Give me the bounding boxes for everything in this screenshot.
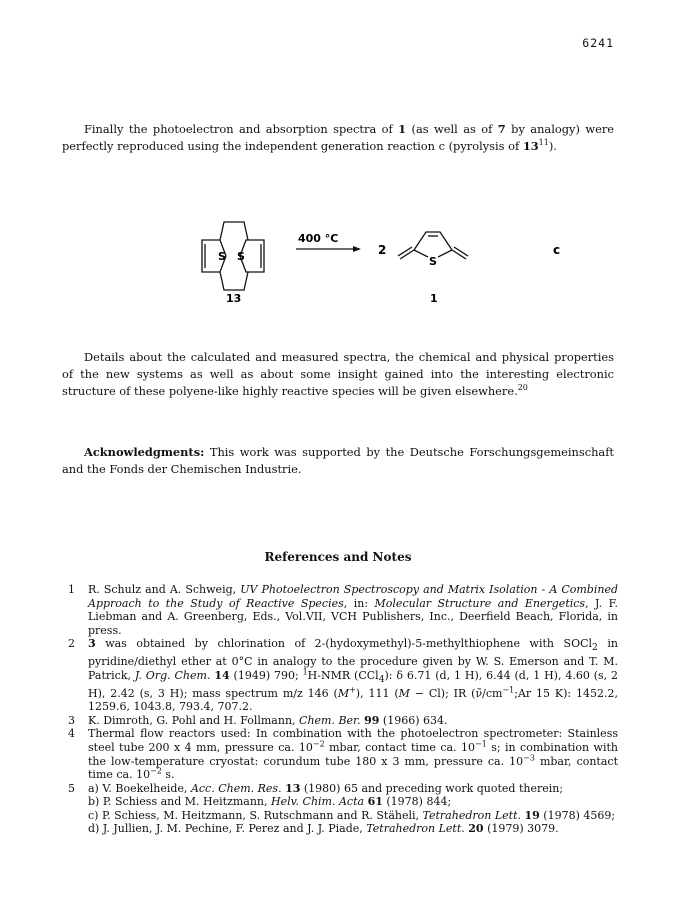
ref5-d-volume: 20 — [468, 822, 484, 836]
references-list — [62, 583, 618, 836]
ref1-in: , in: — [343, 596, 375, 610]
ref5-c-rest: (1978) 4569; — [539, 808, 616, 822]
reference-3 — [62, 714, 618, 728]
ref1-publisher: , J. F. Liebman and A. Greenberg, Eds., Vol.VII, VCH Publishers, Inc., Deerfield Beach, Florida, in press. — [88, 596, 618, 637]
ref2-volume: 14 — [214, 668, 230, 682]
ref5-a-journal: Acc. Chem. Res. — [190, 781, 282, 795]
reference-2 — [62, 637, 618, 713]
reference-number: 4 — [68, 727, 75, 741]
ref1-book: Molecular Structure and Energetics — [374, 596, 586, 610]
ref5-d — [88, 822, 618, 836]
ref4-text-d: mbar, contact time ca. 10 — [88, 754, 618, 782]
ref5-b — [88, 795, 618, 809]
ref2-sup-neg: −1 — [502, 684, 515, 694]
ref3-volume: 99 — [364, 713, 380, 727]
ref2-text-g: ;Ar 15 K): 1452.2, 1259.6, 1043.8, 793.4, 707.2. — [88, 686, 618, 714]
p2-text: Details about the calculated and measured spectra, the chemical and physical properties of the new systems as well as about some insight gained into the interesting electronic structure of these polyene-like highly reactive species will be given elsewhere. — [62, 350, 614, 398]
acknowledgments-text: This work was supported by the Deutsche Forschungsgemeinschaft and the Fonds der Chemischen Industrie. — [62, 445, 614, 476]
ref3-year: (1966) 634. — [379, 713, 448, 727]
ref1-authors: R. Schulz and A. Schweig, — [88, 583, 241, 596]
ref2-text-f: − Cl); IR (ν̃/cm — [409, 686, 503, 700]
ref2-nmr: H-NMR (CCl — [307, 668, 379, 682]
ref2-sup-plus: + — [349, 684, 356, 694]
ref5-b-rest: (1978) 844; — [382, 795, 452, 809]
citation-11: 11 — [538, 138, 549, 148]
ref5-c-volume: 19 — [524, 808, 540, 822]
reaction-scheme — [178, 212, 568, 307]
p1-text4: ). — [548, 139, 557, 153]
reference-1 — [62, 583, 618, 637]
ref2-mplus: M — [337, 686, 350, 700]
s-atom-right: S — [237, 250, 245, 263]
p1-text3: by analogy) were perfectly reproduced using the independent generation reaction c (pyrolysis of — [62, 122, 614, 153]
ref5-c-journal: Tetrahedron Lett. — [422, 808, 521, 822]
paragraph-photoelectron — [62, 121, 614, 155]
ref2-compound: 3 — [88, 637, 96, 651]
ref5-a — [88, 782, 618, 796]
ref4-exp3: −3 — [523, 752, 535, 762]
ref5-a-volume: 13 — [285, 781, 301, 795]
reference-4 — [62, 727, 618, 781]
structure-13 — [202, 222, 264, 290]
ref4-exp1: −2 — [312, 739, 325, 749]
ref5-b-journal: Helv. Chim. Acta — [271, 795, 365, 809]
ref3-journal: Chem. Ber. — [299, 713, 361, 727]
reference-number: 3 — [68, 713, 75, 727]
ref5-c-authors: c) P. Schiess, M. Heitzmann, S. Rutschmann and R. Stäheli, — [88, 808, 423, 822]
reference-number: 5 — [68, 781, 75, 795]
compound-ref-1: 1 — [398, 122, 407, 136]
ref5-b-volume: 61 — [367, 795, 383, 809]
ref5-a-authors: a) V. Boekelheide, — [88, 781, 191, 795]
compound-ref-7: 7 — [497, 122, 506, 136]
ref4-text-e: s. — [161, 768, 175, 782]
ref2-text-d: ): δ 6.71 (d, 1 H), 6.44 (d, 1 H), 4.60 (s, 2 H), 2.42 (s, 3 H); mass spectrum m/z 146 ( — [88, 668, 619, 700]
ref4-text-b: mbar, contact time ca. 10 — [324, 740, 475, 754]
label-1: 1 — [430, 292, 438, 305]
acknowledgments — [62, 444, 614, 478]
ref5-d-journal: Tetrahedron Lett. — [366, 822, 465, 836]
reaction-arrow — [296, 246, 361, 252]
ref5-b-authors: b) P. Schiess and M. Heitzmann, — [88, 795, 272, 809]
condition-label: 400 °C — [298, 232, 339, 245]
ref2-journal: J. Org. Chem. — [134, 668, 211, 682]
ref4-exp4: −2 — [150, 766, 162, 776]
ref5-a-rest: (1980) 65 and preceding work quoted therein; — [300, 781, 564, 795]
paragraph-details — [62, 349, 614, 400]
reference-5 — [62, 782, 618, 836]
reference-number: 2 — [68, 637, 75, 651]
citation-20: 20 — [517, 383, 528, 393]
s-atom-product: S — [429, 255, 437, 268]
ref2-text-b: in pyridine/diethyl ether at 0°C in analogy to the procedure given by W. S. Emerson and T. M. Patrick, — [88, 637, 618, 682]
ref5-d-authors: d) J. Jullien, J. M. Pechine, F. Perez and J. J. Piade, — [88, 822, 367, 836]
ref2-text-e: ), 111 ( — [355, 686, 399, 700]
ref2-mcl: M — [398, 686, 410, 700]
p1-text1: Finally the photoelectron and absorption spectra of — [84, 122, 399, 136]
page-number: 6241 — [582, 36, 614, 50]
ref2-sup-1: 1 — [302, 667, 308, 677]
ref1-title: UV Photoelectron Spectroscopy and Matrix Isolation - A Combined Approach to the Study of Reactive Species — [88, 583, 619, 610]
ref5-d-rest: (1979) 3079. — [483, 822, 559, 836]
label-13: 13 — [226, 292, 242, 305]
ref4-text-a: Thermal flow reactors used: In combination with the photoelectron spectrometer: Stainless steel tube 200 x 4 mm, pressure ca. 10 — [88, 727, 618, 754]
ref4-text-c: s; in combination with the low-temperature cryostat: corundum tube 180 x 3 mm, pressure ca. 10 — [88, 740, 618, 768]
s-atom-left: S — [218, 250, 226, 263]
ref2-sub: 2 — [592, 642, 598, 654]
compound-ref-13: 13 — [522, 139, 539, 153]
ref3-authors: K. Dimroth, G. Pohl and H. Follmann, — [88, 713, 300, 727]
reaction-letter-c: c — [553, 243, 561, 257]
ref2-text-c: (1949) 790; — [229, 668, 303, 682]
stoichiometric-coefficient: 2 — [378, 243, 387, 257]
reference-number: 1 — [68, 583, 75, 596]
ref4-exp2: −1 — [474, 739, 487, 749]
ref2-text-a: was obtained by chlorination of 2-(hydoxymethyl)-5-methylthiophene with SOCl — [95, 637, 593, 651]
references-title: References and Notes — [264, 550, 412, 564]
ref2-nmr-sub: 4 — [378, 673, 385, 685]
acknowledgments-heading: Acknowledgments: — [84, 445, 205, 459]
ref5-c — [88, 809, 618, 823]
p1-text2: (as well as of — [406, 122, 498, 136]
